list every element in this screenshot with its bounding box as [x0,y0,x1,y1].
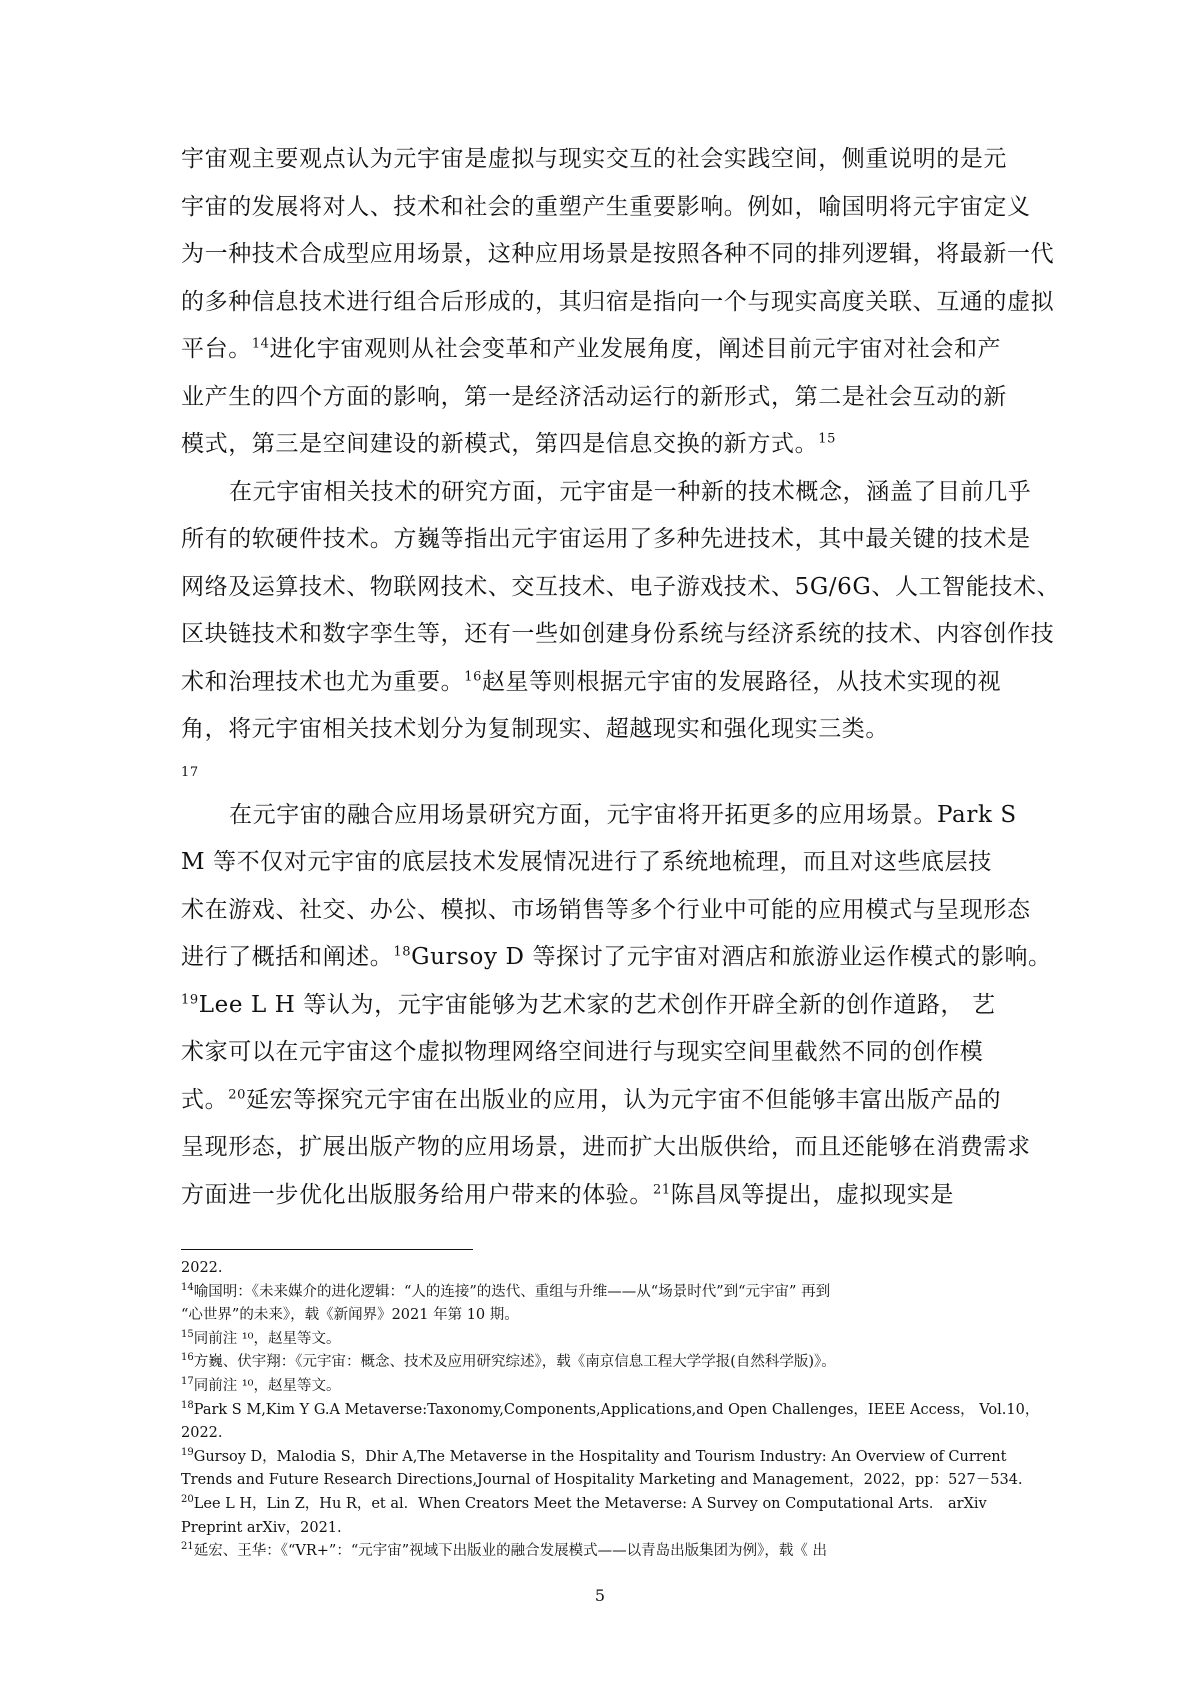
body-line: 在元宇宙相关技术的研究方面，元宇宙是一种新的技术概念，涵盖了目前几乎 [229,478,1032,505]
footnote-ref: 20 [228,1086,246,1102]
body-line: 所有的软硬件技术。方巍等指出元宇宙运用了多种先进技术，其中最关键的技术是 [181,526,1031,552]
footnote-line: $^{16}$方巍、伏宇翔：《元宇宙：概念、技术及应用研究综述》，载《南京信息工程大学学报(自然科学版)》。 [181,1352,836,1371]
body-line: 为一种技术合成型应用场景，这种应用场景是按照各种不同的排列逻辑，将最新一代 [181,241,1055,267]
footnote-ref: 19 [181,991,199,1007]
footnote-line: “心世界”的未来》，载《新闻界》2021 年第 10 期。 [181,1307,519,1324]
body-line: 角，将元宇宙相关技术划分为复制现实、超越现实和强化现实三类。 [181,716,889,742]
body-line: 术和治理技术也尤为重要。$^{16}$赵星等则根据元宇宙的发展路径，从技术实现的视 [181,668,1002,695]
body-line: 网络及运算技术、物联网技术、交互技术、电子游戏技术、5G/6G、人工智能技术、 [181,573,1061,600]
body-line: 呈现形态，扩展出版产物的应用场景，进而扩大出版供给，而且还能够在消费需求 [181,1134,1031,1160]
body-line: 方面进一步优化出版服务给用户带来的体验。$^{21}$陈昌凤等提出，虚拟现实是 [181,1181,954,1208]
body-line: 宇宙观主要观点认为元宇宙是虚拟与现实交互的社会实践空间，侧重说明的是元 [181,146,1007,172]
body-line: 模式，第三是空间建设的新模式，第四是信息交换的新方式。$^{15}$ [181,431,836,457]
body-line: 宇宙的发展将对人、技术和社会的重塑产生重要影响。例如，喻国明将元宇宙定义 [181,193,1031,220]
footnote-line: Trends and Future Research Directions,Journal of Hospitality Marketing and Management，2022，pp：527－534. [181,1472,1023,1489]
body-line: 术在游戏、社交、办公、模拟、市场销售等多个行业中可能的应用模式与呈现形态 [181,896,1031,923]
footnote-line: $^{20}$Lee L H，Lin Z，Hu R，et al．When Creators Meet the Metaverse: A Survey on Computational Arts． arXiv [181,1494,987,1512]
footnote-ref: 18 [393,944,412,960]
footnote-ref: 21 [653,1181,671,1197]
footnote-ref: 16 [464,668,482,684]
footnote-line: 2022. [181,1425,223,1442]
body-line: 平台。$^{14}$进化宇宙观则从社会变革和产业发展角度，阐述目前元宇宙对社会和产 [181,336,1002,362]
footnote-line: $^{15}$同前注 ¹⁰，赵星等文。 [181,1328,341,1347]
footnote-line: $^{14}$喻国明：《未来媒介的进化逻辑：“人的连接”的迭代、重组与升维——从“场景时代”到“元宇宙” 再到 [181,1281,831,1300]
footnote-line: $^{21}$延宏、王华：《“VR+”：“元宇宙”视域下出版业的融合发展模式——以青岛出版集团为例》，载《 出 [181,1541,828,1560]
body-line: 区块链技术和数字孪生等，还有一些如创建身份系统与经济系统的技术、内容创作技 [181,621,1055,647]
body-line: 17 [181,764,199,780]
footnote-ref: 15 [818,431,836,447]
body-line: 式。$^{20}$延宏等探究元宇宙在出版业的应用，认为元宇宙不但能够丰富出版产品的 [181,1086,1002,1113]
body-line: 术家可以在元宇宙这个虚拟物理网络空间进行与现实空间里截然不同的创作模 [181,1039,984,1065]
body-text [181,136,1071,1219]
footnote-line: 2022. [181,1260,223,1276]
footnote-separator [181,1249,473,1250]
footnote-line: Preprint arXiv，2021. [181,1519,342,1536]
body-line: 的多种信息技术进行组合后形成的，其归宿是指向一个与现实高度关联、互通的虚拟 [181,288,1055,315]
body-line: 在元宇宙的融合应用场景研究方面，元宇宙将开拓更多的应用场景。Park S [229,801,1017,828]
body-line: M 等不仅对元宇宙的底层技术发展情况进行了系统地梳理，而且对这些底层技 [181,849,992,875]
page-number: 5 [594,1586,606,1605]
footnote-line: $^{17}$同前注 ¹⁰，赵星等文。 [181,1376,341,1394]
footnote-ref: 14 [251,336,270,352]
footnote-line: $^{19}$Gursoy D，Malodia S，Dhir A,The Metaverse in the Hospitality and Tourism Industry: An Overview of Current [181,1446,1007,1465]
body-line: $^{19}$Lee L H 等认为，元宇宙能够为艺术家的艺术创作开辟全新的创作道路， 艺 [181,991,996,1018]
body-line: 进行了概括和阐述。$^{18}$Gursoy D 等探讨了元宇宙对酒店和旅游业运作模式的影响。 [181,944,1052,970]
footnote-line: $^{18}$Park S M,Kim Y G.A Metaverse:Taxonomy,Components,Applications,and Open Challenges，IEEE Access， Vol.10， [181,1399,1040,1418]
footnotes [181,1257,1081,1564]
body-line: 业产生的四个方面的影响，第一是经济活动运行的新形式，第二是社会互动的新 [181,383,1007,410]
